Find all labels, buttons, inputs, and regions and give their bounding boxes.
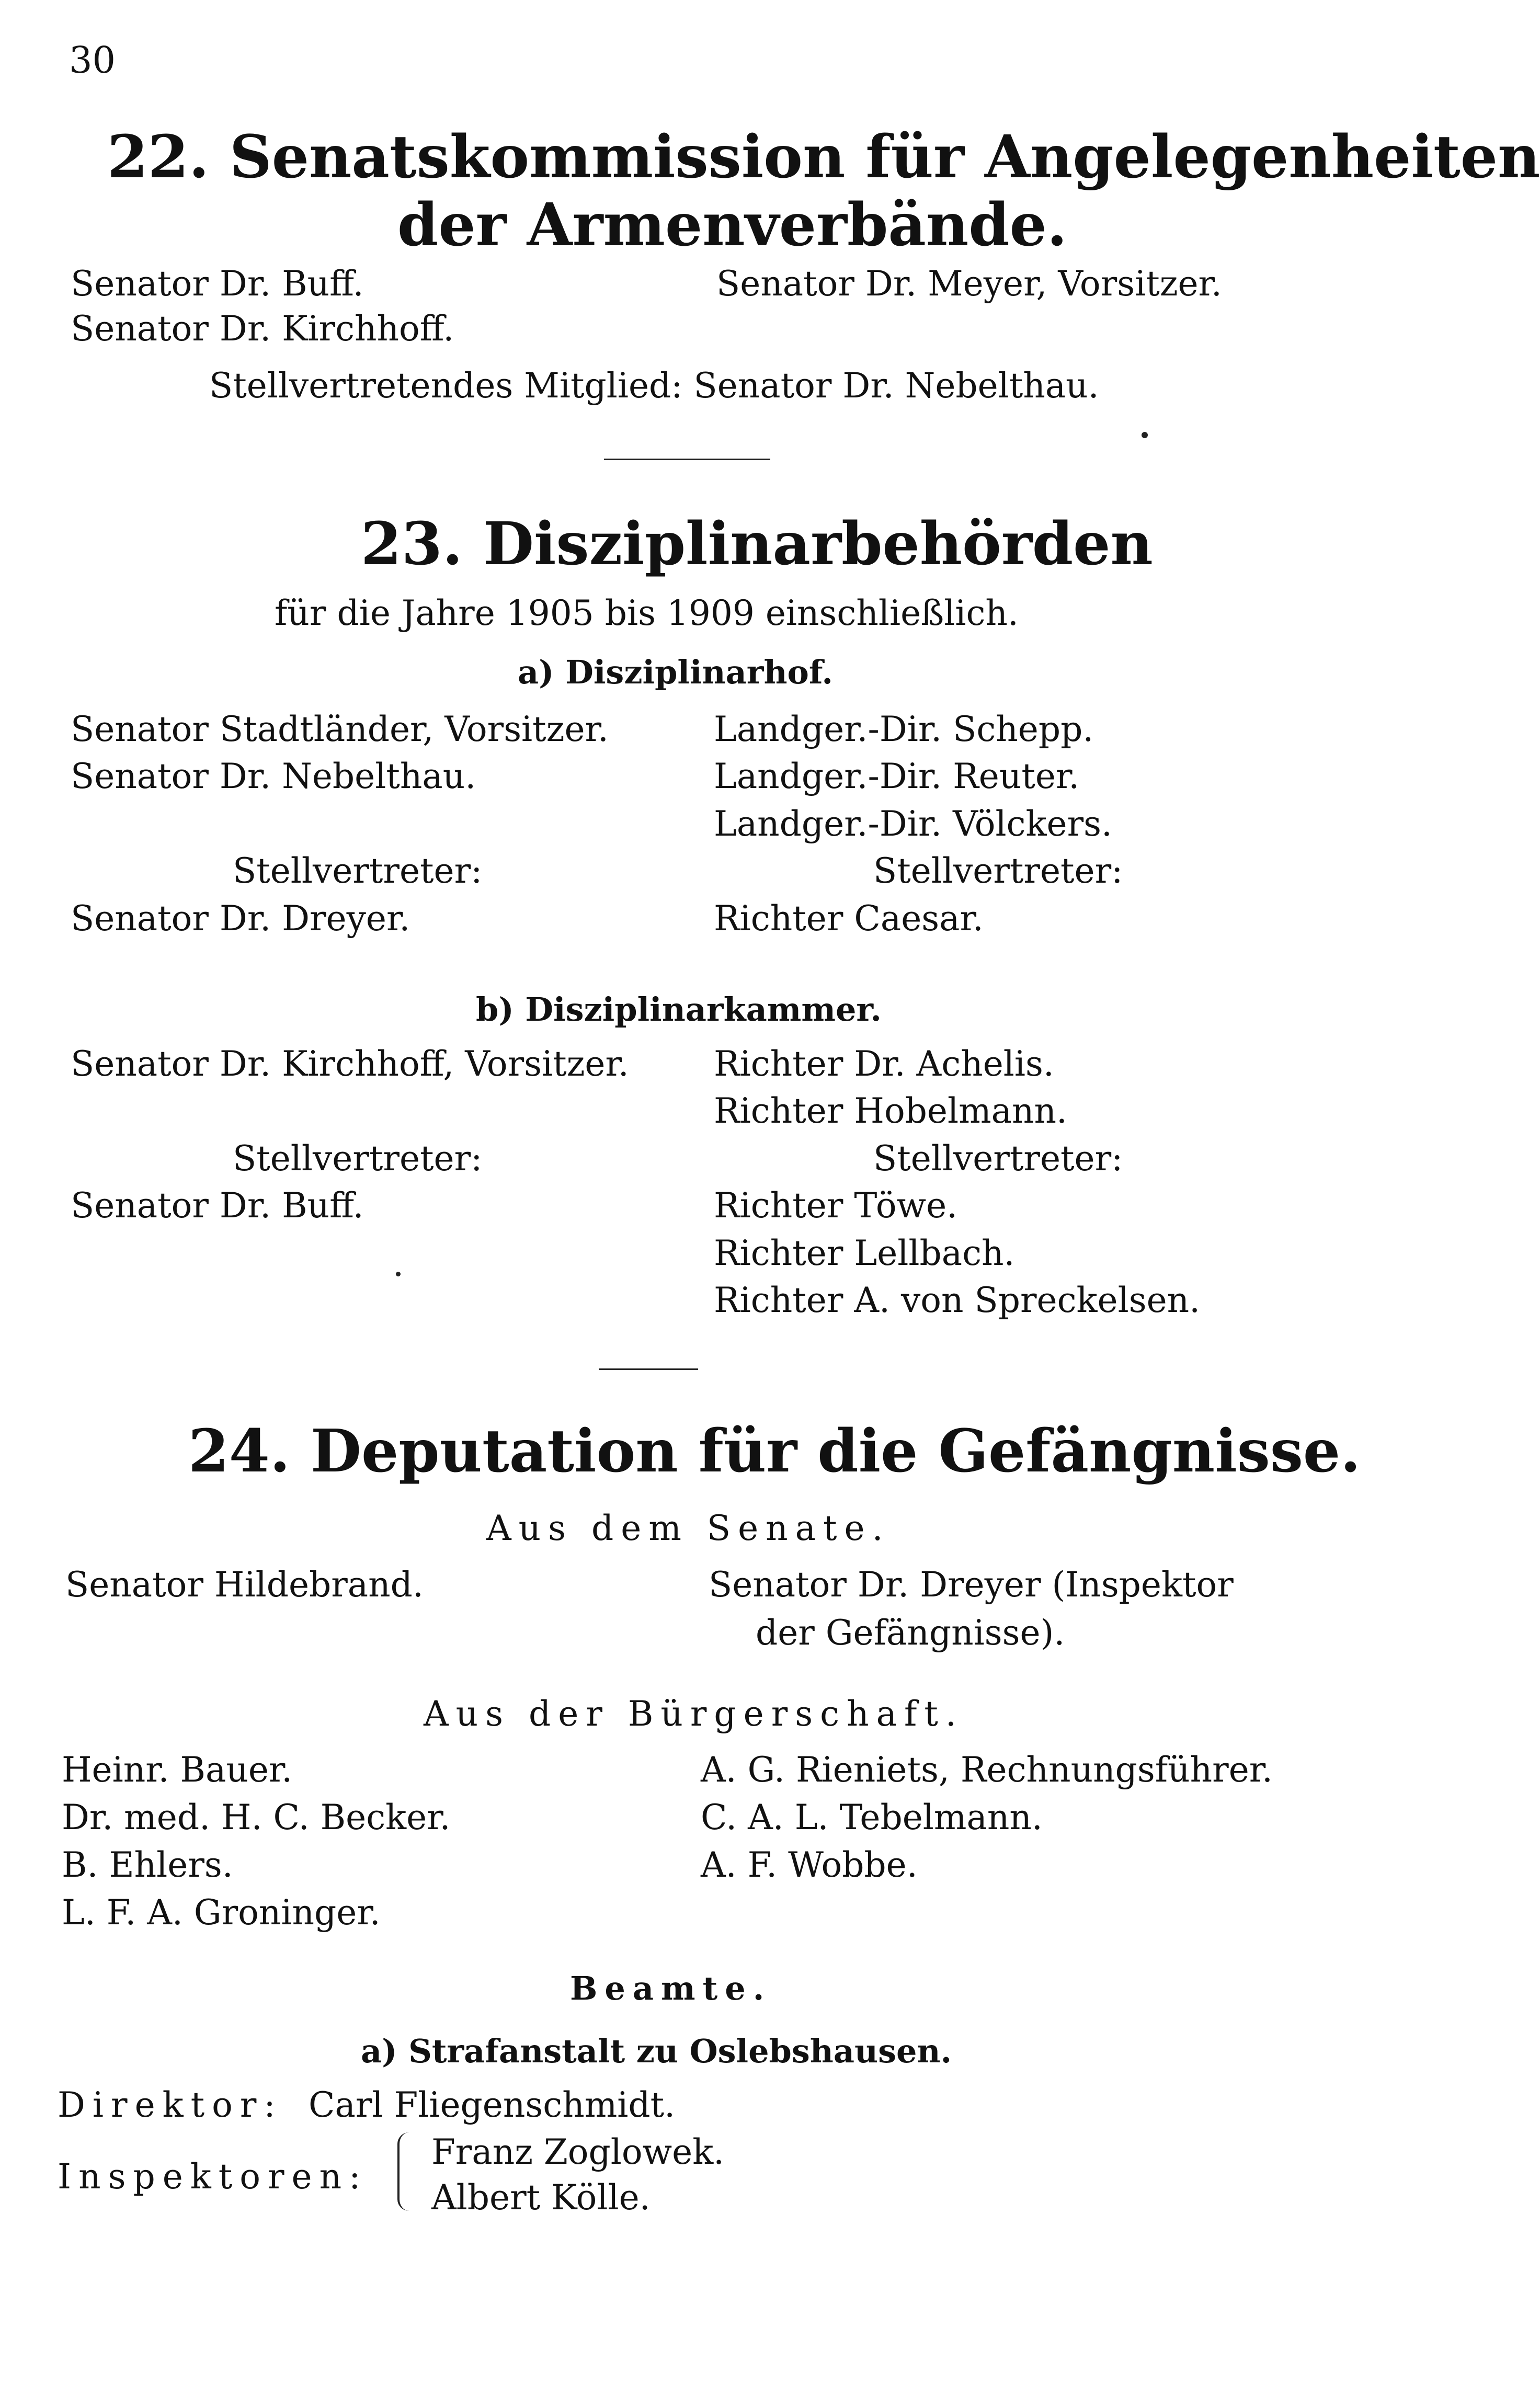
s24-citizen-left-4: L. F. A. Groninger. (62, 1892, 381, 1933)
s23b-right-2: Richter Hobelmann. (714, 1091, 1068, 1131)
stray-dot (396, 1272, 401, 1276)
inspectors-label: Inspektoren: (58, 2156, 368, 2197)
s23a-deputy-label-left: Stellvertreter: (233, 851, 483, 891)
section-23-title: 23. Disziplinarbehörden (361, 510, 1153, 578)
stray-dot (1142, 432, 1148, 438)
s24-citizen-right-3: A. F. Wobbe. (701, 1845, 918, 1885)
s24-citizen-right-2: C. A. L. Tebelmann. (701, 1797, 1043, 1837)
s23b-deputy-label-right: Stellvertreter: (873, 1138, 1123, 1179)
s24-senate-left-1: Senator Hildebrand. (65, 1565, 424, 1605)
page-number: 30 (69, 39, 116, 82)
s23a-left-3: Senator Dr. Dreyer. (71, 898, 410, 939)
s22-deputy-member: Stellvertretendes Mitglied: Senator Dr. Nebelthau. (209, 366, 1099, 406)
section-divider (604, 459, 770, 460)
s23b-left-1: Senator Dr. Kirchhoff, Vorsitzer. (71, 1044, 629, 1084)
s23a-right-2: Landger.-Dir. Reuter. (714, 756, 1080, 796)
section-23-subtitle: für die Jahre 1905 bis 1909 einschließlich. (275, 593, 1019, 633)
s24-citizen-left-1: Heinr. Bauer. (62, 1750, 293, 1790)
s24-citizen-right-1: A. G. Rieniets, Rechnungsführer. (701, 1750, 1273, 1790)
s23a-left-1: Senator Stadtländer, Vorsitzer. (71, 709, 609, 749)
section-divider (599, 1368, 698, 1370)
s23b-right-3: Richter Töwe. (714, 1185, 958, 1226)
director-name: Carl Fliegenschmidt. (309, 2085, 676, 2125)
section-22-title-line-1: 22. Senatskommission für Angelegenheiten (107, 123, 1540, 191)
inspectors-brace (397, 2132, 411, 2211)
s23b-right-5: Richter A. von Spreckelsen. (714, 1280, 1201, 1320)
s23a-right-1: Landger.-Dir. Schepp. (714, 709, 1094, 749)
s23a-deputy-label-right: Stellvertreter: (873, 851, 1123, 891)
s23a-right-3: Landger.-Dir. Völckers. (714, 804, 1112, 844)
s22-member-left-2: Senator Dr. Kirchhoff. (71, 309, 454, 349)
s22-member-left-1: Senator Dr. Buff. (71, 264, 364, 304)
s24-citizens-heading: Aus der Bürgerschaft. (424, 1694, 964, 1734)
s23b-heading: b) Disziplinarkammer. (476, 990, 882, 1029)
s24-citizen-left-2: Dr. med. H. C. Becker. (62, 1797, 451, 1837)
s24-officials-heading: Beamte. (570, 1969, 772, 2007)
s24-senate-heading: Aus dem Senate. (486, 1508, 891, 1548)
s23b-deputy-label-left: Stellvertreter: (233, 1138, 483, 1179)
s24-prison-heading: a) Strafanstalt zu Oslebshausen. (361, 2032, 952, 2070)
s23b-right-4: Richter Lellbach. (714, 1233, 1015, 1273)
s23b-right-1: Richter Dr. Achelis. (714, 1044, 1054, 1084)
s22-chair-right-1: Senator Dr. Meyer, Vorsitzer. (716, 264, 1222, 304)
s23a-right-4: Richter Caesar. (714, 898, 984, 939)
section-22-title-line-2: der Armenverbände. (397, 191, 1067, 259)
s23b-left-2: Senator Dr. Buff. (71, 1185, 364, 1226)
s24-senate-right-1: Senator Dr. Dreyer (Inspektor (709, 1565, 1234, 1605)
s24-senate-right-2: der Gefängnisse). (756, 1613, 1065, 1653)
inspector-2: Albert Kölle. (431, 2177, 651, 2218)
director-label: Direktor: (58, 2085, 283, 2125)
section-24-title: 24. Deputation für die Gefängnisse. (188, 1417, 1361, 1486)
s24-citizen-left-3: B. Ehlers. (62, 1845, 233, 1885)
s23a-left-2: Senator Dr. Nebelthau. (71, 756, 476, 796)
s23a-heading: a) Disziplinarhof. (518, 653, 833, 691)
inspector-1: Franz Zoglowek. (431, 2132, 725, 2172)
